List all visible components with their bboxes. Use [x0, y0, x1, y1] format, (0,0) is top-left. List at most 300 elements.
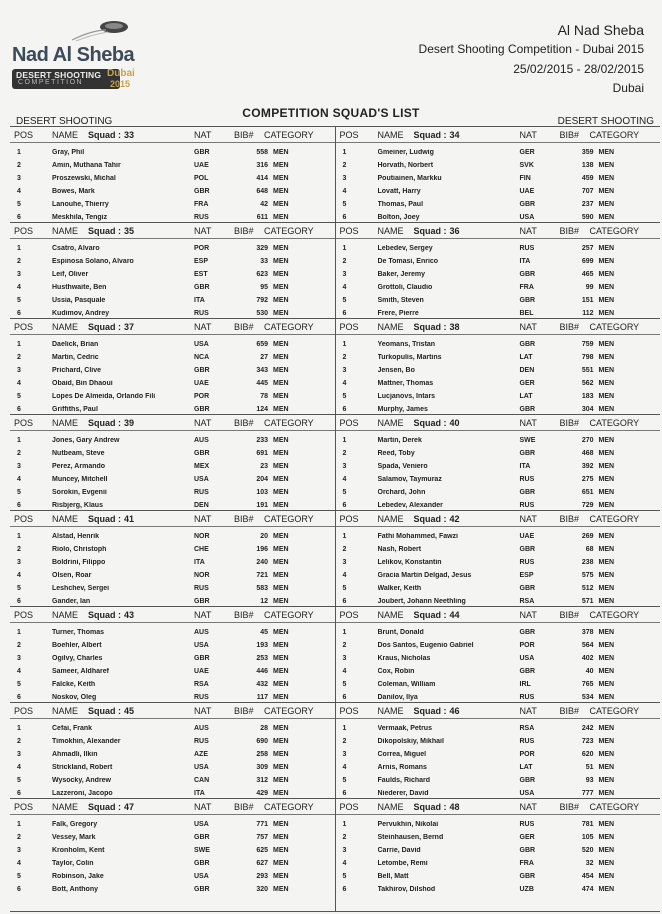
shooter-name: Bolton, Joey — [377, 214, 420, 221]
shooter-pos: 4 — [342, 860, 347, 867]
shooter-category: MEN — [273, 310, 289, 317]
shooter-bib: 240 — [256, 559, 268, 566]
shooter-row — [10, 883, 335, 896]
shooter-name: Taylor, Colin — [52, 860, 94, 867]
shooter-row — [10, 307, 335, 318]
shooter-row — [336, 338, 661, 351]
logo-line1: DESERT SHOOTING — [16, 70, 102, 80]
shooter-row — [10, 735, 335, 748]
shooter-category: MEN — [598, 175, 615, 182]
col-name-label: NAME — [52, 225, 79, 236]
shooter-row — [336, 377, 661, 390]
shooter-name: Martin, Cedric — [52, 354, 99, 361]
section-label-left: DESERT SHOOTING — [16, 116, 113, 127]
shooter-bib: 124 — [256, 406, 268, 413]
shooter-category: MEN — [273, 681, 289, 688]
shooter-bib: 68 — [585, 546, 594, 553]
shooter-category: MEN — [273, 175, 289, 182]
shooter-nat: SWE — [519, 437, 536, 444]
shooter-bib: 620 — [581, 751, 594, 758]
shooter-pos: 4 — [17, 668, 21, 675]
shooter-nat: POL — [194, 175, 209, 182]
shooter-nat: GBR — [194, 598, 210, 605]
shooter-pos: 4 — [342, 188, 347, 195]
shooter-row — [336, 198, 661, 211]
shooter-nat: ESP — [519, 572, 534, 579]
shooter-category: MEN — [273, 533, 289, 540]
shooter-nat: ITA — [194, 559, 205, 566]
shooter-name: Timokhin, Alexander — [52, 738, 121, 745]
shooter-nat: RUS — [194, 489, 209, 496]
logo-line2: COMPETITION — [18, 79, 84, 86]
shooter-name: Bowes, Mark — [52, 188, 95, 195]
squad-label: Squad : — [413, 321, 447, 332]
shooter-name: Martin, Derek — [377, 437, 422, 444]
col-pos-header: POS — [14, 225, 34, 236]
shooter-bib: 798 — [581, 354, 594, 361]
shooter-row — [10, 787, 335, 798]
shooter-bib: 623 — [256, 271, 268, 278]
col-name-label: NAME — [377, 417, 404, 428]
shooter-category: MEN — [598, 380, 615, 387]
shooter-bib: 627 — [256, 860, 268, 867]
shooter-bib: 191 — [256, 502, 268, 509]
shooter-name: Meskhila, Tengiz — [52, 214, 108, 221]
shooter-row — [336, 787, 661, 798]
shooter-category: MEN — [273, 738, 289, 745]
shooter-pos: 1 — [342, 341, 347, 348]
shooter-row — [336, 447, 661, 460]
shooter-bib: 242 — [581, 725, 594, 732]
shooter-category: MEN — [598, 642, 615, 649]
shooter-pos: 6 — [342, 214, 347, 221]
shooter-category: MEN — [598, 598, 615, 605]
shooter-category: MEN — [273, 751, 289, 758]
col-bib-header: BIB# — [234, 321, 254, 332]
shooter-bib: 293 — [256, 873, 268, 880]
shooter-row — [336, 390, 661, 403]
col-category-header: CATEGORY — [589, 417, 640, 428]
squad-label: Squad : — [88, 801, 122, 812]
shooter-nat: GBR — [519, 546, 536, 553]
col-name-header — [378, 802, 520, 812]
shooter-nat: GBR — [519, 873, 536, 880]
shooter-bib: 691 — [256, 450, 268, 457]
col-category-header: CATEGORY — [589, 513, 640, 524]
col-category-header: CATEGORY — [264, 801, 314, 812]
shooter-pos: 5 — [342, 681, 347, 688]
shooter-name: Perez, Armando — [52, 463, 106, 470]
shooter-name: Husthwaite, Ben — [52, 284, 107, 291]
shooter-name: Baker, Jeremy — [377, 271, 425, 278]
shooter-row — [10, 639, 335, 652]
col-name-header — [378, 226, 520, 236]
squad-number: 37 — [124, 321, 135, 332]
shooter-pos: 2 — [342, 642, 347, 649]
shooter-nat: RUS — [194, 214, 209, 221]
shooter-pos: 4 — [17, 764, 21, 771]
col-bib-header: BIB# — [234, 513, 254, 524]
shooter-pos: 2 — [342, 738, 347, 745]
shooter-pos: 5 — [17, 489, 21, 496]
shooter-bib: 237 — [581, 201, 594, 208]
shooter-row — [10, 447, 335, 460]
col-name-header — [52, 610, 194, 620]
shooter-name: Cefai, Frank — [52, 725, 93, 732]
col-bib-header: BIB# — [559, 417, 580, 428]
shooter-name: Turkopulis, Martins — [377, 354, 442, 361]
shooter-category: MEN — [598, 258, 615, 265]
squad-number: 33 — [124, 129, 135, 140]
shooter-bib: 465 — [581, 271, 594, 278]
shooter-category: MEN — [598, 476, 615, 483]
shooter-nat: ITA — [194, 297, 205, 304]
shooter-pos: 4 — [17, 284, 21, 291]
shooter-category: MEN — [598, 245, 615, 252]
shooter-nat: AUS — [194, 437, 209, 444]
shooter-row — [336, 530, 661, 543]
shooter-nat: GBR — [519, 629, 536, 636]
shooter-name: Poutiainen, Markku — [377, 175, 442, 182]
shooter-category: MEN — [273, 847, 289, 854]
col-bib-header: BIB# — [234, 705, 254, 716]
squad-row — [10, 415, 660, 511]
shooter-name: Bell, Matt — [377, 873, 409, 880]
shooter-row — [10, 268, 335, 281]
col-name-header — [52, 322, 194, 332]
shooter-bib: 78 — [260, 393, 268, 400]
col-bib-header: BIB# — [559, 321, 580, 332]
shooter-nat: GBR — [519, 668, 536, 675]
squad-header — [10, 223, 335, 239]
shooter-bib: 723 — [581, 738, 594, 745]
shooter-name: Pervukhin, Nikolai — [377, 821, 439, 828]
shooter-nat: GER — [519, 834, 535, 841]
shooter-row — [336, 639, 661, 652]
shooter-bib: 757 — [256, 834, 268, 841]
shooter-category: MEN — [598, 668, 615, 675]
col-pos-header: POS — [339, 801, 359, 812]
shooter-nat: LAT — [519, 354, 533, 361]
squad-number: 43 — [124, 609, 135, 620]
squad-block — [10, 127, 335, 222]
shooter-nat: DEN — [519, 367, 535, 374]
squad-block — [335, 703, 661, 798]
shooter-pos: 1 — [17, 149, 21, 156]
shooter-nat: SVK — [519, 162, 534, 169]
col-bib-header: BIB# — [559, 609, 580, 620]
shooter-row — [10, 338, 335, 351]
shooter-category: MEN — [273, 655, 289, 662]
squad-label: Squad : — [88, 321, 122, 332]
shooter-nat: GBR — [194, 860, 210, 867]
shooter-name: Proszewski, Michal — [52, 175, 116, 182]
shooter-pos: 1 — [342, 437, 347, 444]
shooter-bib: 33 — [260, 258, 268, 265]
shooter-name: Takhirov, Dilshod — [377, 886, 436, 893]
shooter-nat: GBR — [194, 406, 210, 413]
col-nat-header: NAT — [194, 705, 212, 716]
shooter-category: MEN — [273, 642, 289, 649]
shooter-row — [336, 434, 661, 447]
squad-header — [10, 127, 335, 143]
shooter-category: MEN — [273, 341, 289, 348]
col-pos-header: POS — [339, 417, 359, 428]
shooter-nat: USA — [194, 642, 209, 649]
shooter-nat: RSA — [519, 598, 535, 605]
col-bib-header: BIB# — [559, 801, 580, 812]
col-name-header — [378, 706, 520, 716]
shooter-bib: 269 — [581, 533, 594, 540]
col-name-label: NAME — [52, 705, 79, 716]
shooter-name: Lebedev, Alexander — [377, 502, 443, 509]
shooter-bib: 103 — [256, 489, 268, 496]
shooter-bib: 233 — [256, 437, 268, 444]
shooter-pos: 3 — [342, 175, 347, 182]
shooter-row — [336, 691, 661, 702]
venue-name: Al Nad Sheba — [557, 22, 644, 38]
col-nat-header: NAT — [194, 513, 212, 524]
shooter-row — [10, 556, 335, 569]
shooter-name: Noskov, Oleg — [52, 694, 97, 701]
squad-label: Squad : — [88, 417, 122, 428]
shooter-pos: 2 — [17, 258, 21, 265]
squad-header — [10, 319, 335, 335]
shooter-row — [10, 774, 335, 787]
shooter-category: MEN — [273, 162, 289, 169]
shooter-row — [336, 460, 661, 473]
shooter-name: Ahmadli, Ilkin — [52, 751, 98, 758]
shooter-nat: AUS — [194, 629, 209, 636]
squad-row — [10, 703, 660, 799]
shooter-category: MEN — [273, 463, 289, 470]
shooter-nat: RUS — [194, 585, 209, 592]
shooter-bib: 759 — [581, 341, 594, 348]
shooter-name: Joubert, Johann Neethling — [377, 598, 466, 605]
shooter-nat: FRA — [519, 860, 534, 867]
squad-label: Squad : — [413, 705, 447, 716]
shooter-row — [10, 678, 335, 691]
shooter-nat: RSA — [194, 681, 209, 688]
shooter-pos: 2 — [17, 162, 21, 169]
shooter-row — [336, 294, 661, 307]
shooter-row — [336, 722, 661, 735]
shooter-pos: 3 — [17, 847, 21, 854]
shooter-pos: 3 — [342, 655, 347, 662]
shooter-name: Daelick, Brian — [52, 341, 99, 348]
shooter-bib: 454 — [581, 873, 594, 880]
shooter-row — [336, 172, 661, 185]
shooter-category: MEN — [598, 585, 615, 592]
squad-label: Squad : — [88, 609, 122, 620]
shooter-category: MEN — [273, 559, 289, 566]
shooter-nat: GBR — [194, 655, 210, 662]
shooter-row — [336, 569, 661, 582]
col-bib-header: BIB# — [559, 129, 580, 140]
shooter-row — [10, 486, 335, 499]
shooter-pos: 1 — [342, 149, 347, 156]
col-pos-header: POS — [14, 321, 34, 332]
col-bib-header: BIB# — [234, 801, 254, 812]
shooter-pos: 2 — [342, 450, 347, 457]
shooter-category: MEN — [273, 694, 289, 701]
shooter-nat: RUS — [519, 559, 535, 566]
shooter-nat: RUS — [519, 738, 535, 745]
squad-row — [10, 319, 660, 415]
squad-block — [335, 607, 661, 702]
shooter-row — [336, 678, 661, 691]
shooter-name: Muncey, Mitchell — [52, 476, 108, 483]
col-nat-header: NAT — [519, 321, 537, 332]
shooter-nat: GBR — [194, 149, 210, 156]
col-category-header: CATEGORY — [264, 609, 314, 620]
shooter-pos: 6 — [17, 694, 21, 701]
shooter-row — [10, 748, 335, 761]
shooter-name: Lazzeroni, Jacopo — [52, 790, 113, 797]
shooter-bib: 659 — [256, 341, 268, 348]
shooter-bib: 257 — [581, 245, 594, 252]
shooter-name: Kudimov, Andrey — [52, 310, 110, 317]
shooter-bib: 729 — [581, 502, 594, 509]
squad-row — [10, 607, 660, 703]
col-bib-header: BIB# — [559, 225, 580, 236]
squad-header — [10, 511, 335, 527]
shooter-name: Amin, Muthana Tahir — [52, 162, 121, 169]
shooter-nat: RUS — [519, 821, 535, 828]
shooter-pos: 3 — [342, 751, 347, 758]
shooter-pos: 6 — [17, 214, 21, 221]
col-nat-header: NAT — [519, 513, 537, 524]
shooter-bib: 93 — [585, 777, 594, 784]
shooter-pos: 1 — [342, 533, 347, 540]
shooter-bib: 45 — [260, 629, 268, 636]
squad-block — [10, 799, 335, 911]
shooter-bib: 562 — [581, 380, 594, 387]
squad-block — [335, 127, 661, 222]
shooter-nat: ITA — [519, 258, 531, 265]
shooter-name: Lelikov, Konstantin — [377, 559, 442, 566]
col-nat-header: NAT — [194, 321, 212, 332]
shooter-bib: 329 — [256, 245, 268, 252]
squad-number: 42 — [449, 513, 460, 524]
shooter-bib: 771 — [256, 821, 268, 828]
shooter-row — [10, 281, 335, 294]
shooter-nat: RUS — [519, 694, 535, 701]
shooter-category: MEN — [273, 450, 289, 457]
squad-number: 46 — [449, 705, 460, 716]
squad-number: 48 — [449, 801, 460, 812]
shooter-name: Griffiths, Paul — [52, 406, 98, 413]
shooter-category: MEN — [598, 834, 615, 841]
shooter-pos: 6 — [342, 790, 347, 797]
col-name-label: NAME — [377, 225, 404, 236]
shooter-nat: POR — [194, 393, 210, 400]
shooter-row — [10, 543, 335, 556]
col-bib-header: BIB# — [234, 225, 254, 236]
shooter-nat: GBR — [194, 834, 210, 841]
shooter-name: Frere, Pierre — [377, 310, 419, 317]
shooter-pos: 5 — [17, 393, 21, 400]
shooter-name: Boldrini, Filippo — [52, 559, 106, 566]
shooter-name: Lopes De Almeida, Orlando Fili — [52, 393, 156, 400]
shooter-bib: 792 — [256, 297, 268, 304]
shooter-nat: GBR — [519, 201, 536, 208]
shooter-bib: 359 — [581, 149, 594, 156]
shooter-pos: 4 — [342, 764, 347, 771]
shooter-row — [336, 307, 661, 318]
shooter-bib: 690 — [256, 738, 268, 745]
shooter-row — [10, 255, 335, 268]
shooter-nat: GER — [519, 380, 535, 387]
shooter-category: MEN — [273, 725, 289, 732]
shooter-row — [10, 691, 335, 702]
shooter-pos: 2 — [342, 258, 347, 265]
shooter-nat: FRA — [519, 284, 534, 291]
shooter-name: Gmeiner, Ludwig — [377, 149, 434, 156]
shooter-category: MEN — [598, 847, 615, 854]
shooter-row — [336, 185, 661, 198]
squad-label: Squad : — [413, 417, 447, 428]
col-bib-header: BIB# — [234, 609, 254, 620]
squad-number: 38 — [449, 321, 460, 332]
shooter-row — [336, 268, 661, 281]
col-name-header — [378, 130, 520, 140]
shooter-category: MEN — [273, 393, 289, 400]
shooter-pos: 2 — [342, 834, 347, 841]
shooter-row — [10, 582, 335, 595]
squad-label: Squad : — [413, 129, 447, 140]
shooter-name: Falcke, Keith — [52, 681, 96, 688]
squad-header — [336, 607, 661, 623]
squad-header — [336, 223, 661, 239]
squad-header — [10, 703, 335, 719]
shooter-category: MEN — [273, 834, 289, 841]
shooter-category: MEN — [598, 310, 615, 317]
shooter-bib: 316 — [256, 162, 268, 169]
event-city: Dubai — [612, 81, 644, 95]
shooter-bib: 27 — [260, 354, 268, 361]
shooter-pos: 6 — [342, 502, 347, 509]
shooter-pos: 1 — [342, 245, 347, 252]
squad-row — [10, 799, 660, 912]
col-category-header: CATEGORY — [589, 801, 640, 812]
shooter-category: MEN — [273, 668, 289, 675]
shooter-row — [336, 774, 661, 787]
col-category-header: CATEGORY — [589, 609, 640, 620]
shooter-bib: 414 — [256, 175, 268, 182]
shooter-pos: 3 — [342, 559, 347, 566]
shooter-nat: GBR — [194, 284, 210, 291]
shooter-bib: 699 — [581, 258, 594, 265]
col-nat-header: NAT — [519, 417, 537, 428]
shooter-category: MEN — [273, 476, 289, 483]
section-label-right: DESERT SHOOTING — [557, 116, 654, 127]
shooter-pos: 5 — [342, 585, 347, 592]
shooter-nat: UAE — [519, 188, 535, 195]
shooter-nat: CHE — [194, 546, 209, 553]
shooter-name: Brunt, Donald — [377, 629, 424, 636]
col-pos-header: POS — [14, 801, 34, 812]
squad-block — [10, 223, 335, 318]
shooter-name: Yeomans, Tristan — [377, 341, 436, 348]
shooter-row — [10, 146, 335, 159]
shooter-row — [336, 665, 661, 678]
shooter-category: MEN — [273, 380, 289, 387]
squad-number: 39 — [124, 417, 135, 428]
shooter-bib: 117 — [256, 694, 268, 701]
shooter-nat: BEL — [519, 310, 534, 317]
shooter-row — [336, 486, 661, 499]
